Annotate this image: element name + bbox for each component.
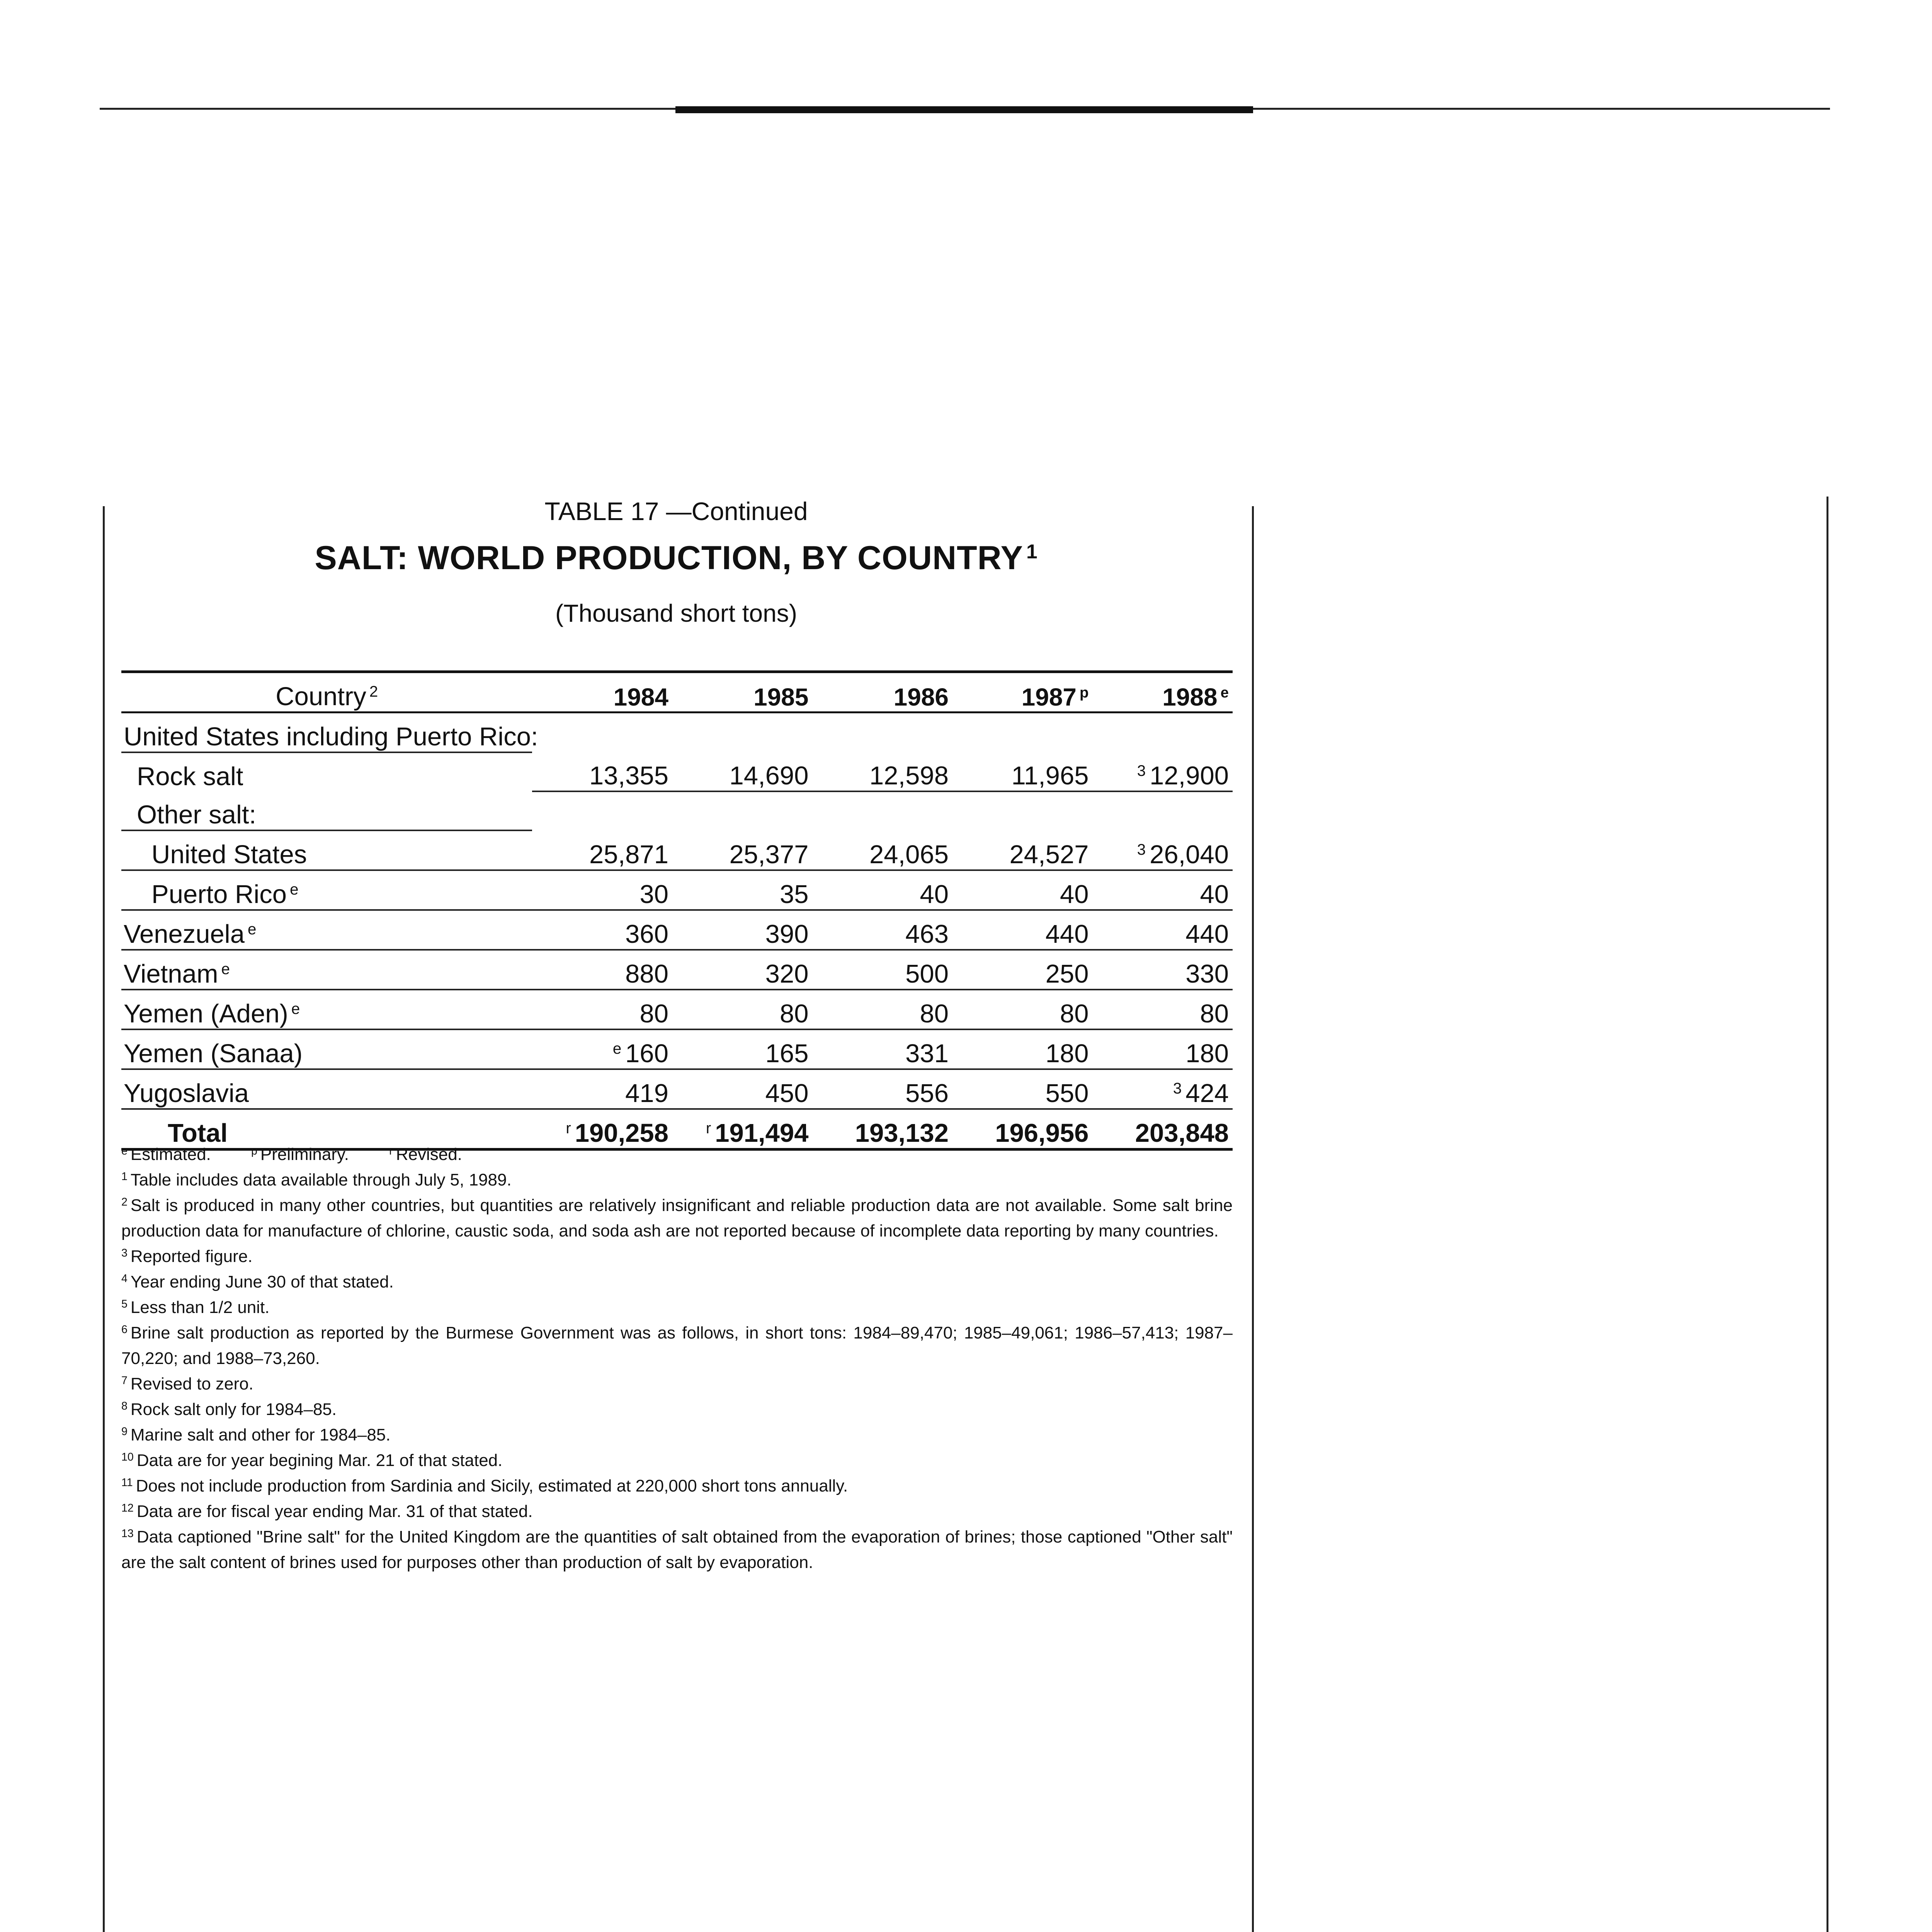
table-cell: 250 — [952, 950, 1093, 990]
table-cell: 80 — [952, 990, 1093, 1029]
row-label: Yemen (Sanaa) — [121, 1029, 532, 1069]
table-cell: 180 — [1092, 1029, 1233, 1069]
row-label: United States — [121, 830, 532, 870]
footnotes — [121, 1142, 1233, 1575]
column-header-1988: 1988 $^e$ — [1092, 672, 1233, 713]
column-header-1984: 1984 — [532, 672, 672, 713]
table-cell: 330 — [1092, 950, 1233, 990]
top-rule-heavy — [675, 106, 1253, 113]
row-label: Vietnam $^e$ — [121, 950, 532, 990]
column-header-1985: 1985 — [672, 672, 813, 713]
row-label: Venezuela $^e$ — [121, 910, 532, 950]
row-label: Yemen (Aden) $^e$ — [121, 990, 532, 1029]
table-row — [121, 791, 1233, 830]
table-cell: 196,956 — [952, 1109, 1093, 1150]
table-cell: 463 — [812, 910, 952, 950]
row-label: Other salt: — [121, 791, 532, 830]
footnote-marker: r — [566, 1119, 571, 1137]
table-cell: 11,965 — [952, 752, 1093, 791]
table-cell: $^r$ 190,258 — [532, 1109, 672, 1150]
table-cell: 24,065 — [812, 830, 952, 870]
column-header-country: Country $^2$ — [121, 672, 532, 713]
column-header-1987: 1987 $^p$ — [952, 672, 1093, 713]
footnote: $^{11}$ Does not include production from Sardinia and Sicily, estimated at 220,000 short tons annually. — [121, 1476, 848, 1495]
footnote: $^9$ Marine salt and other for 1984–85. — [121, 1425, 391, 1444]
table-cell: 556 — [812, 1069, 952, 1109]
table-row — [121, 950, 1233, 990]
table-cell: 25,871 — [532, 830, 672, 870]
table-cell: 203,848 — [1092, 1109, 1233, 1150]
table-cell: 40 — [952, 870, 1093, 910]
table-cell: 80 — [812, 990, 952, 1029]
footnote: $^{10}$ Data are for year begining Mar. 21 of that stated. — [121, 1451, 503, 1470]
production-table — [121, 670, 1233, 1151]
table-cell: $^3$ 424 — [1092, 1069, 1233, 1109]
table-units: (Thousand short tons) — [555, 599, 798, 627]
table-cell: 13,355 — [532, 752, 672, 791]
row-label: United States including Puerto Rico: — [121, 713, 532, 753]
table-title — [116, 539, 1236, 577]
table-cell: 165 — [672, 1029, 813, 1069]
footnote-marker: 3 — [1173, 1079, 1182, 1097]
table-cell: 40 — [812, 870, 952, 910]
footnote: $^{12}$ Data are for fiscal year ending Mar. 31 of that stated. — [121, 1502, 533, 1521]
column-header-1986: 1986 — [812, 672, 952, 713]
table-label: TABLE 17 —Continued — [544, 497, 808, 526]
table-cell: $^e$ 160 — [532, 1029, 672, 1069]
table-row — [121, 830, 1233, 870]
left-column-rule — [103, 506, 105, 1932]
table-cell: 80 — [1092, 990, 1233, 1029]
table-row — [121, 1029, 1233, 1069]
footnote-marker: e — [612, 1039, 622, 1057]
table-cell: 80 — [532, 990, 672, 1029]
table-row — [121, 752, 1233, 791]
footnote: $^8$ Rock salt only for 1984–85. — [121, 1400, 337, 1419]
row-label: Rock salt — [137, 762, 243, 791]
table-cell: 440 — [952, 910, 1093, 950]
table-cell: 24,527 — [952, 830, 1093, 870]
table-cell: $^r$ 191,494 — [672, 1109, 813, 1150]
footnote-marker: 3 — [1137, 840, 1146, 858]
table-cell: 390 — [672, 910, 813, 950]
center-column-rule — [1252, 506, 1254, 1932]
table-cell: 550 — [952, 1069, 1093, 1109]
table-cell: 320 — [672, 950, 813, 990]
table-cell: 80 — [672, 990, 813, 1029]
table-cell: 193,132 — [812, 1109, 952, 1150]
table-row — [121, 713, 1233, 753]
table-row — [121, 870, 1233, 910]
table-cell: 440 — [1092, 910, 1233, 950]
table-cell: 360 — [532, 910, 672, 950]
table-cell: 12,598 — [812, 752, 952, 791]
footnote: $^{13}$ Data captioned "Brine salt" for the United Kingdom are the quantities of salt obtained from the evaporation of brines; those captioned "Other salt" are the salt content of brines used for purposes other than production of salt by evaporation. — [121, 1527, 1233, 1572]
header-row — [121, 672, 1233, 713]
row-label: Puerto Rico $^e$ — [121, 870, 532, 910]
table-cell: 40 — [1092, 870, 1233, 910]
footnote-marker: 3 — [1137, 762, 1146, 779]
table-cell: 500 — [812, 950, 952, 990]
table-cell: 35 — [672, 870, 813, 910]
table-cell: 180 — [952, 1029, 1093, 1069]
table-cell: 14,690 — [672, 752, 813, 791]
table-row — [121, 1069, 1233, 1109]
table-cell: 880 — [532, 950, 672, 990]
row-label: Total — [121, 1109, 532, 1150]
table-cell: $^3$ 26,040 — [1092, 830, 1233, 870]
footnote: $^3$ Reported figure. — [121, 1247, 253, 1266]
table-cell: 450 — [672, 1069, 813, 1109]
footnote: $^5$ Less than 1/2 unit. — [121, 1298, 270, 1317]
row-label: Yugoslavia — [121, 1069, 532, 1109]
table-cell: 331 — [812, 1029, 952, 1069]
table-row — [121, 910, 1233, 950]
table-cell: 419 — [532, 1069, 672, 1109]
footnote: $^7$ Revised to zero. — [121, 1374, 253, 1393]
table-cell: 25,377 — [672, 830, 813, 870]
footnote: $^4$ Year ending June 30 of that stated. — [121, 1272, 394, 1291]
table-title-text: SALT: WORLD PRODUCTION, BY COUNTRY — [315, 539, 1023, 577]
footnote: $^2$ Salt is produced in many other countries, but quantities are relatively insignificant and reliable production data are not available. Some salt brine production data for manufacture of chlorine, caustic soda, and soda ash are not reported because of incomplete data reporting by many countries. — [121, 1196, 1233, 1240]
footnote: $^6$ Brine salt production as reported by the Burmese Government was as follows, in short tons: 1984–89,470; 1985–49,061; 1986–57,413; 1987–70,220; and 1988–73,260. — [121, 1323, 1233, 1368]
right-column-rule — [1827, 497, 1828, 1932]
footnote: $^1$ Table includes data available through July 5, 1989. — [121, 1170, 512, 1189]
table-title-footnote: 1 — [1026, 540, 1038, 563]
abbreviation-legend: $^e$ Estimated. $^p$ Preliminary. $^r$ Revised. — [121, 1145, 462, 1164]
footnote-marker: r — [706, 1119, 711, 1137]
table-row — [121, 990, 1233, 1029]
table-cell: 30 — [532, 870, 672, 910]
table-cell: $^3$ 12,900 — [1092, 752, 1233, 791]
